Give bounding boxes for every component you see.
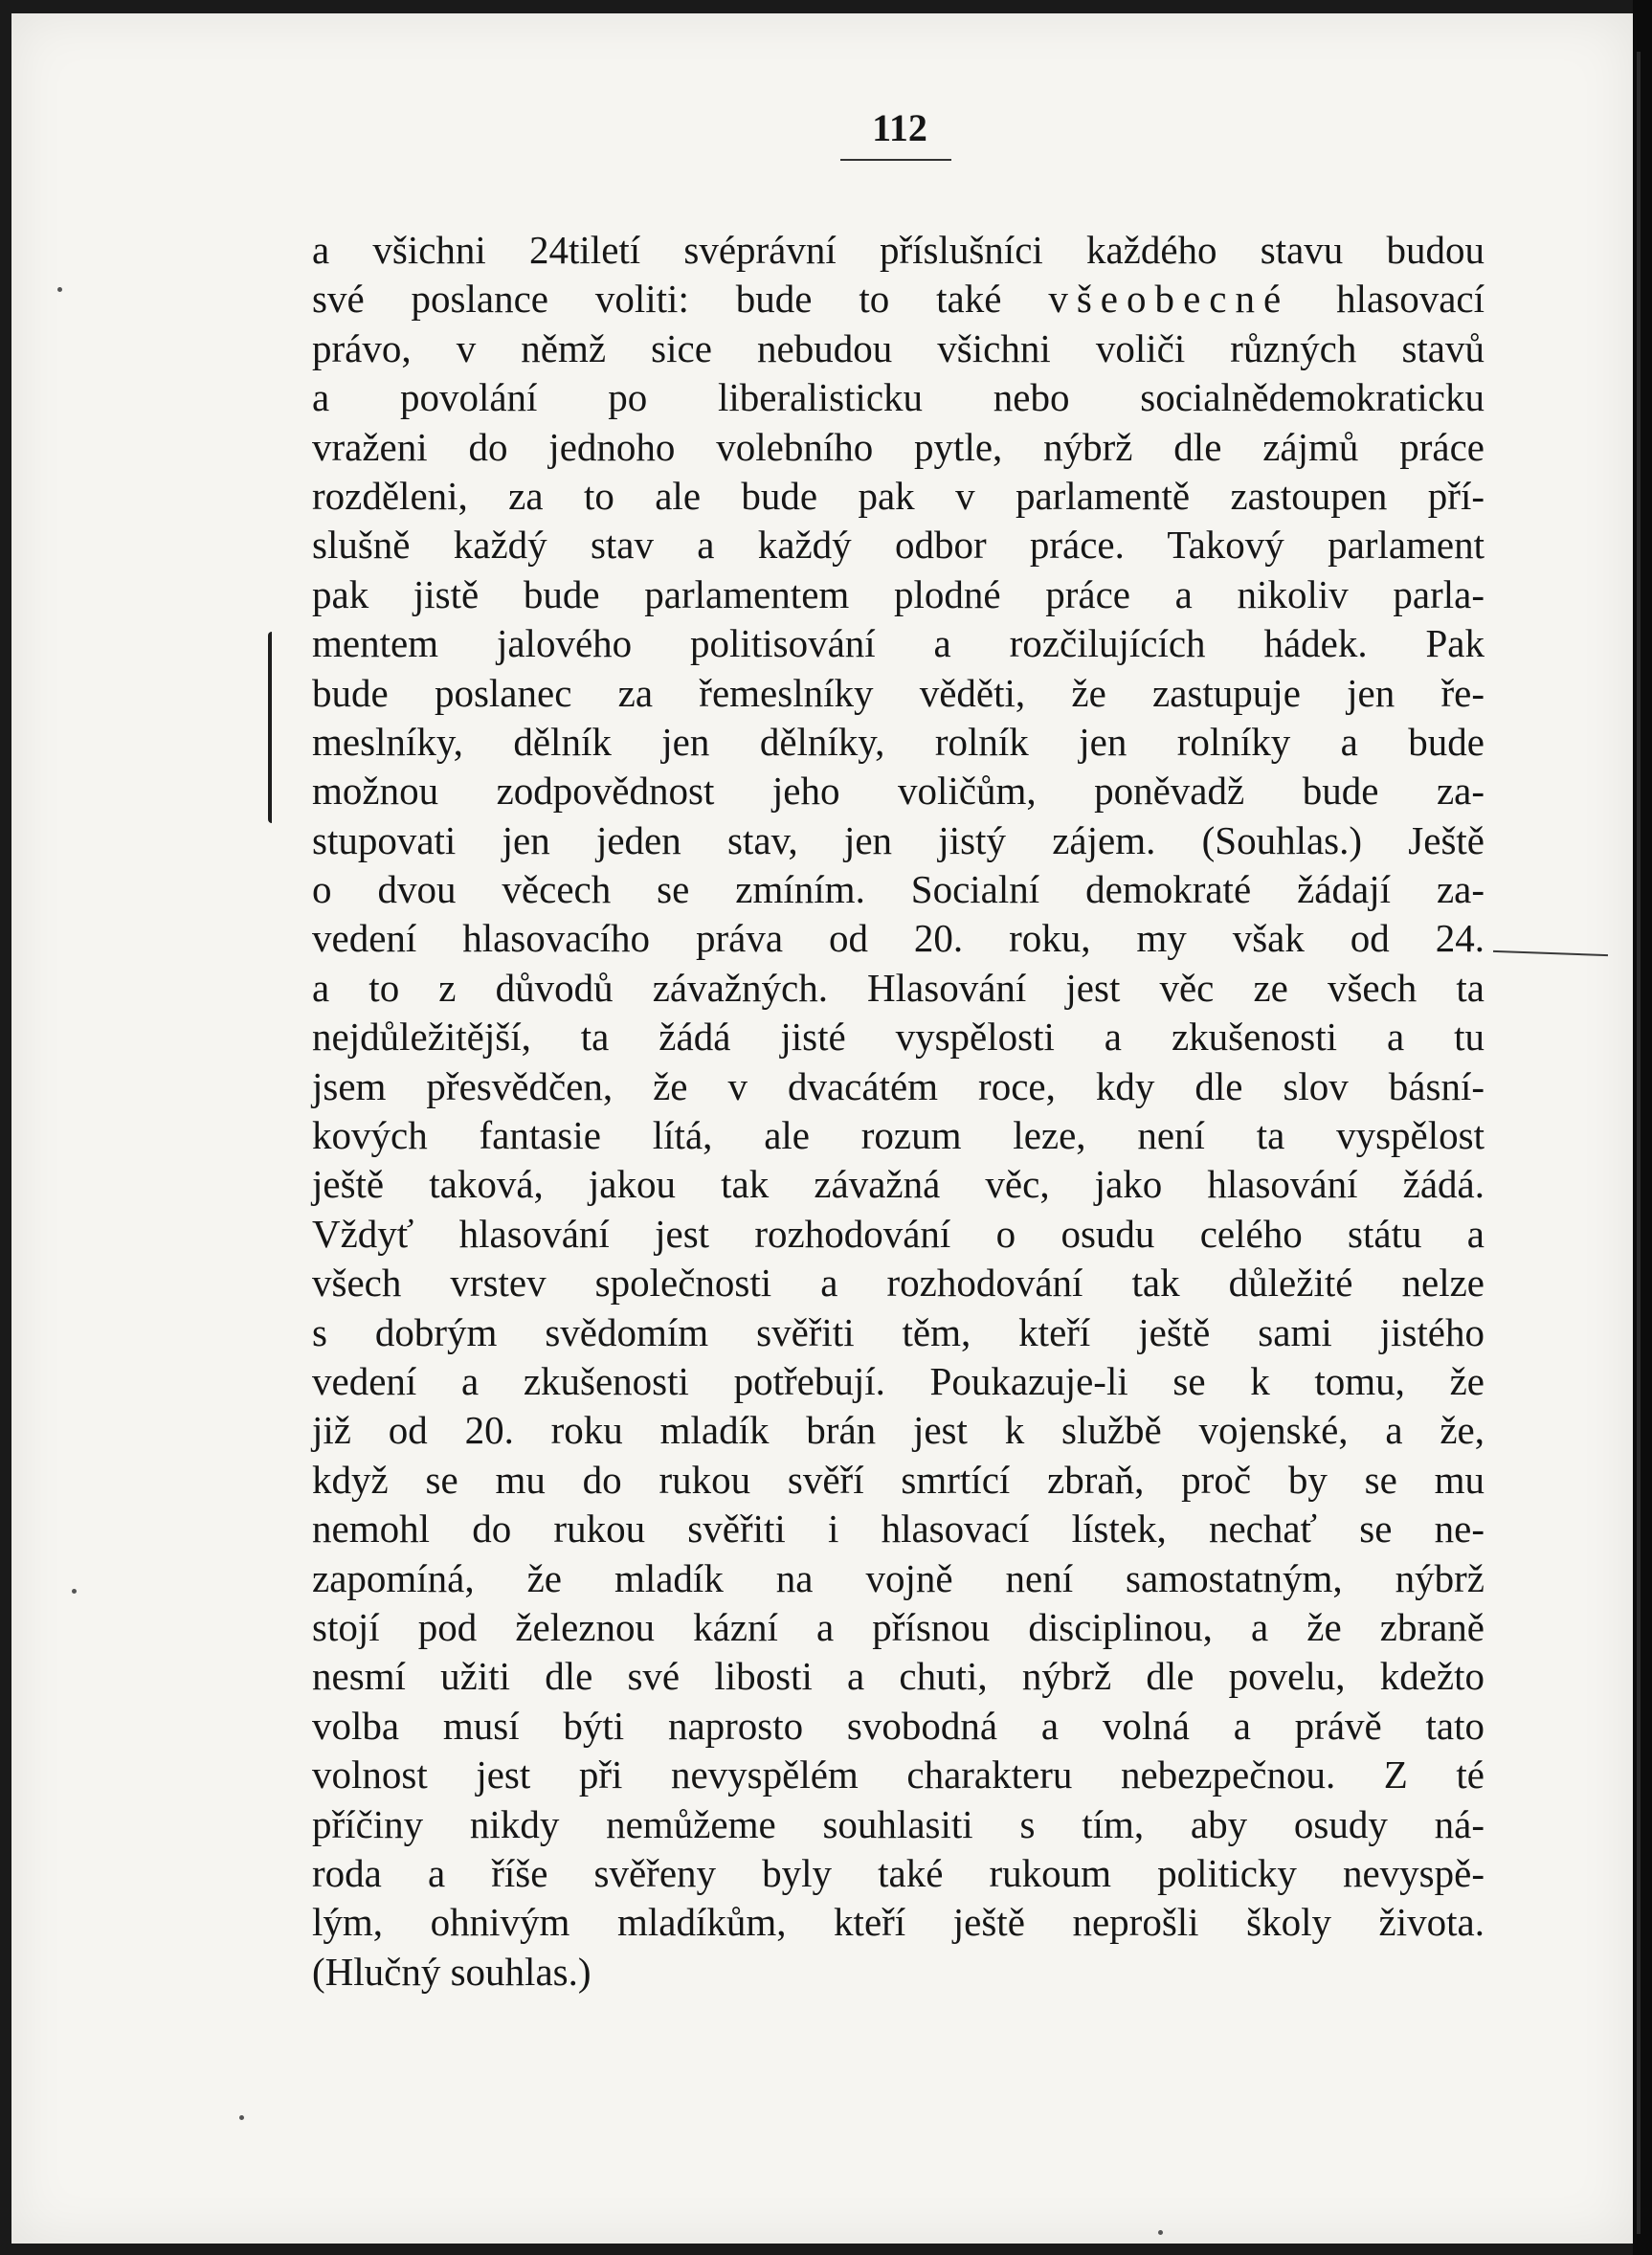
text-line: mentem jalového politisování a rozčilujících hádek. Pak (312, 621, 1485, 666)
text-line: o dvou věcech se zmíním. Socialní demokraté žádají za- (312, 867, 1485, 912)
emphasized-word: všeobecné (1048, 277, 1290, 322)
text-line: nesmí užiti dle své libosti a chuti, nýbrž dle povelu, kdežto (312, 1654, 1485, 1699)
text-line: všech vrstev společnosti a rozhodování tak důležité nelze (312, 1261, 1485, 1306)
text-line: právo, v němž sice nebudou všichni voliči různých stavů (312, 325, 1485, 370)
text-line: roda a říše svěřeny byly také rukoum politicky nevyspě- (312, 1850, 1485, 1895)
text-line: vraženi do jednoho volebního pytle, nýbrž dle zájmů práce (312, 424, 1485, 469)
text-line: rozděleni, za to ale bude pak v parlamentě zastoupen pří- (312, 473, 1485, 518)
text-line: a to z důvodů závažných. Hlasování jest věc ze všech ta (312, 965, 1485, 1010)
text-line: volnost jest při nevyspělém charakteru nebezpečnou. Z té (312, 1753, 1485, 1797)
text-line: možnou zodpovědnost jeho voličům, poněvadž bude za- (312, 769, 1485, 814)
text-line: meslníky, dělník jen dělníky, rolník jen rolníky a bude (312, 719, 1485, 764)
page-number: 112 (872, 106, 927, 149)
text-line: vedení a zkušenosti potřebují. Poukazuje-li se k tomu, že (312, 1358, 1485, 1403)
text-line: s dobrým svědomím svěřiti těm, kteří ještě sami jistého (312, 1309, 1485, 1354)
text-line: stojí pod železnou kázní a přísnou disciplinou, a že zbraně (312, 1604, 1485, 1649)
text-line: když se mu do rukou svěří smrtící zbraň, proč by se mu (312, 1457, 1485, 1502)
body-text (312, 226, 1485, 1997)
margin-pencil-mark (268, 632, 278, 823)
text-line: již od 20. roku mladík brán jest k službě vojenské, a že, (312, 1408, 1485, 1453)
text-line: bude poslanec za řemeslníky věděti, že zastupuje jen ře- (312, 670, 1485, 715)
text-line: nejdůležitější, ta žádá jisté vyspělosti a zkušenosti a tu (312, 1015, 1485, 1060)
page-gutter-line (1637, 52, 1641, 2234)
text-line: volba musí býti naprosto svobodná a volná a právě tato (312, 1703, 1485, 1748)
paper-speck (72, 1589, 77, 1594)
text-line: příčiny nikdy nemůžeme souhlasiti s tím, aby osudy ná- (312, 1801, 1485, 1846)
text-line: kových fantasie lítá, ale rozum leze, není ta vyspělost (312, 1113, 1485, 1158)
text-line: pak jistě bude parlamentem plodné práce a nikoliv parla- (312, 571, 1485, 616)
paper-speck (57, 287, 62, 292)
text-line: slušně každý stav a každý odbor práce. Takový parlament (312, 523, 1485, 568)
page-number-rule (840, 159, 951, 161)
text-line: lým, ohnivým mladíkům, kteří ještě neprošli školy života. (312, 1900, 1485, 1945)
text-line: Vždyť hlasování jest rozhodování o osudu celého státu a (312, 1211, 1485, 1256)
text-line: a povolání po liberalisticku nebo socialnědemokraticku (312, 375, 1485, 420)
text-line: stupovati jen jeden stav, jen jistý zájem. (Souhlas.) Ještě (312, 817, 1485, 862)
text-line: zapomíná, že mladík na vojně není samostatným, nýbrž (312, 1555, 1485, 1600)
text-line: své poslance voliti: bude to také všeobecné hlasovací (312, 277, 1485, 322)
paper-speck (239, 2115, 244, 2120)
text-line: ještě taková, jakou tak závažná věc, jako hlasování žádá. (312, 1162, 1485, 1207)
text-line: a všichni 24tiletí svéprávní příslušníci každého stavu budou (312, 228, 1485, 272)
paper-speck (1158, 2230, 1163, 2235)
text-line: vedení hlasovacího práva od 20. roku, my však od 24. (312, 916, 1485, 961)
book-edge (1633, 0, 1652, 2255)
text-line: nemohl do rukou svěřiti i hlasovací lístek, nechať se ne- (312, 1507, 1485, 1552)
text-line: (Hlučný souhlas.) (312, 1949, 592, 1994)
text-line: jsem přesvědčen, že v dvacátém roce, kdy dle slov básní- (312, 1063, 1485, 1108)
